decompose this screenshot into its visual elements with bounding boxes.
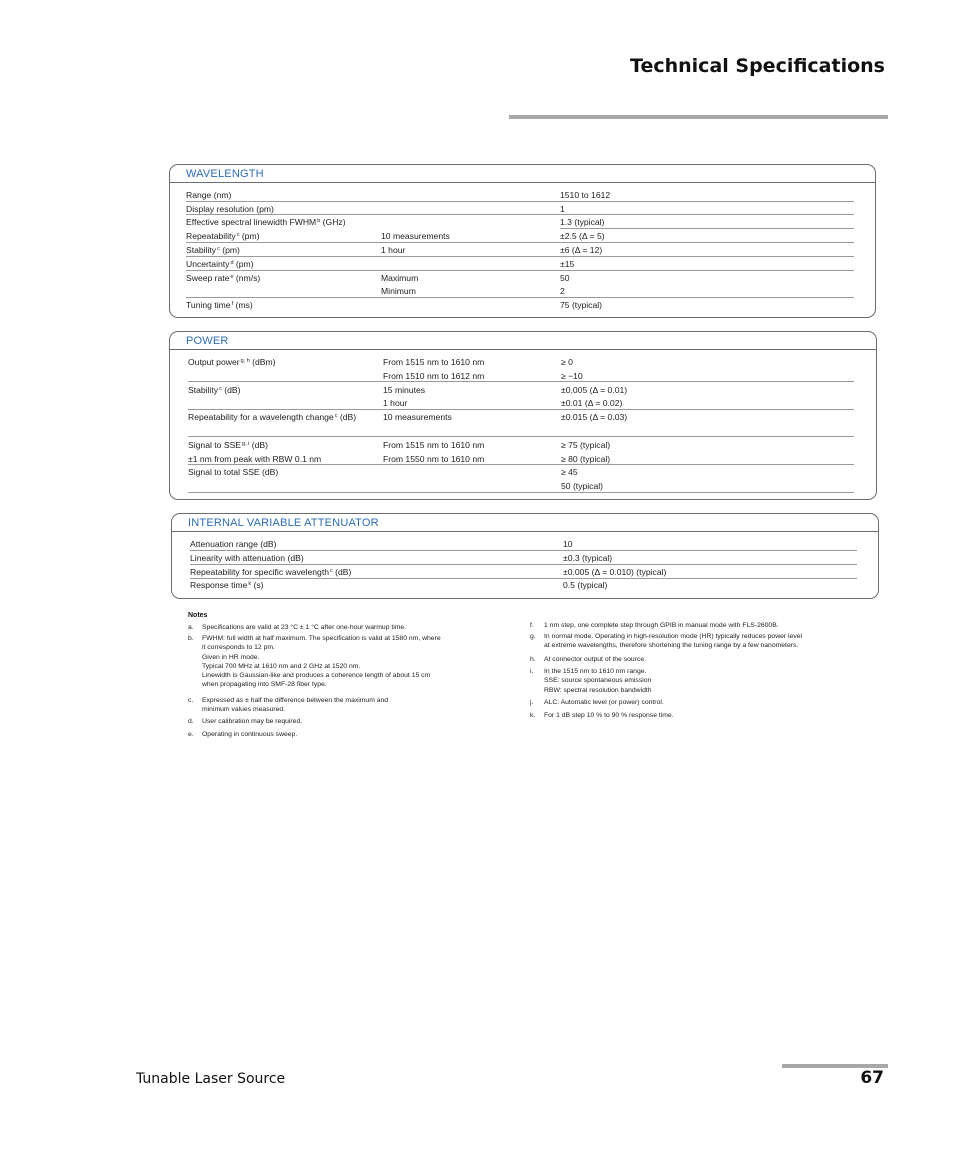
condition-label: 1 hour xyxy=(383,398,408,408)
condition-label: 10 measurements xyxy=(383,412,452,422)
value-label: ±2.5 (Δ = 5) xyxy=(560,231,605,241)
row-separator xyxy=(186,256,854,257)
param-label: Signal to total SSE (dB) xyxy=(188,467,279,477)
wavelength-row xyxy=(186,246,856,256)
value-label: ±0.01 (Δ = 0.02) xyxy=(561,398,623,408)
page-number: 67 xyxy=(860,1068,884,1088)
row-separator xyxy=(188,381,854,382)
footnote-ref: c xyxy=(236,232,240,238)
note-text: In the 1515 nm to 1610 nm range. SSE: source spontaneous emission RBW: spectral resolution bandwidth xyxy=(544,668,652,694)
note-label: b. xyxy=(188,635,194,642)
wavelength-row xyxy=(186,287,856,297)
param-label: Tuning time$^f$ (ms) xyxy=(186,300,253,310)
condition-label: 10 measurements xyxy=(381,231,450,241)
attenuator-row xyxy=(190,554,860,564)
power-row xyxy=(188,413,858,423)
footnote-ref: f xyxy=(231,301,234,307)
value-label: ≥ 45 xyxy=(561,467,578,477)
note-label: a. xyxy=(188,624,194,631)
condition-label: From 1515 nm to 1610 nm xyxy=(383,440,485,450)
condition-label: From 1550 nm to 1610 nm xyxy=(383,454,485,464)
note-label: g. xyxy=(530,633,536,640)
footnote-ref: k xyxy=(248,581,252,587)
footnote-ref: d xyxy=(230,260,234,266)
value-label: ±15 xyxy=(560,259,575,269)
value-label: ≥ 0 xyxy=(561,357,573,367)
wavelength-row xyxy=(186,274,856,284)
row-separator xyxy=(560,228,854,229)
condition-label: Maximum xyxy=(381,273,419,283)
table-header-rule xyxy=(170,182,875,183)
value-label: ±0.005 (Δ = 0.01) xyxy=(561,385,628,395)
value-label: ±0.3 (typical) xyxy=(563,553,613,563)
footnote-ref: b xyxy=(317,218,321,224)
value-label: 1.3 (typical) xyxy=(560,217,605,227)
footnote-ref: g, h xyxy=(240,358,250,364)
param-label: Repeatability for a wavelength change$^c$ (dB) xyxy=(188,412,357,422)
note-label: e. xyxy=(188,731,194,738)
wavelength-row xyxy=(186,191,856,201)
attenuator-row xyxy=(190,568,860,578)
page-title: Technical Specifications xyxy=(630,55,885,77)
note-label: k. xyxy=(530,712,536,719)
note-text: User calibration may be required. xyxy=(202,718,303,725)
note-label: c. xyxy=(188,697,194,704)
param-label: Repeatability$^c$ (pm) xyxy=(186,231,260,241)
note-label: i. xyxy=(530,668,534,675)
param-label: Attenuation range (dB) xyxy=(190,539,277,549)
condition-label: From 1515 nm to 1610 nm xyxy=(383,357,485,367)
param-label: Stability$^c$ (pm) xyxy=(186,245,240,255)
param-label: Stability$^c$ (dB) xyxy=(188,385,241,395)
value-label: ≥ 80 (typical) xyxy=(561,454,611,464)
power-row xyxy=(188,399,858,409)
condition-label: 1 hour xyxy=(381,245,406,255)
table-header-rule xyxy=(170,349,876,350)
note-text: For 1 dB step 10 % to 90 % response time. xyxy=(544,712,674,719)
footer-product-name: Tunable Laser Source xyxy=(136,1071,286,1087)
footnote-ref: g, i xyxy=(242,441,250,447)
wavelength-row xyxy=(186,260,856,270)
value-label: 50 (typical) xyxy=(561,481,604,491)
note-label: h. xyxy=(530,656,536,663)
condition-label: Minimum xyxy=(381,286,416,296)
row-separator xyxy=(186,214,854,215)
note-text: ALC: Automatic level (or power) control. xyxy=(544,699,664,706)
note-text: FWHM: full width at half maximum. The specification is valid at 1580 nm, where it corresponds to 12 pm. Given in HR mode. Typical 700 MHz at 1610 nm and 2 GHz at 1520 nm. Linewidth is Gaussian-like and produces a coherence length of about 15 cm when propagating into SMF-28 fiber type. xyxy=(202,635,441,689)
power-row xyxy=(188,386,858,396)
note-text: In normal mode. Operating in high-resolution mode (HR) typically reduces power level at extreme wavelengths, therefore shortening the tuning range by a few nanometers. xyxy=(544,633,803,650)
row-separator xyxy=(186,270,854,271)
value-label: 0.5 (typical) xyxy=(563,580,608,590)
power-row xyxy=(188,358,858,368)
value-label: 1510 to 1612 xyxy=(560,190,611,200)
footnote-ref: e xyxy=(230,274,234,280)
param-label: Uncertainty$^d$ (pm) xyxy=(186,259,254,269)
value-label: ±0.005 (Δ = 0.010) (typical) xyxy=(563,567,667,577)
footnote-ref: c xyxy=(217,246,220,252)
row-separator xyxy=(186,201,854,202)
param-label: ±1 nm from peak with RBW 0.1 nm xyxy=(188,454,322,464)
attenuator-row xyxy=(190,540,860,550)
wavelength-row xyxy=(186,232,856,242)
param-label: Range (nm) xyxy=(186,190,232,200)
note-text: At connector output of the source. xyxy=(544,656,647,663)
param-label: Sweep rate$^e$ (nm/s) xyxy=(186,273,261,283)
footnote-ref: c xyxy=(334,413,338,419)
value-label: 75 (typical) xyxy=(560,300,603,310)
param-label: Display resolution (pm) xyxy=(186,204,274,214)
title-rule xyxy=(509,115,888,119)
param-label: Linearity with attenuation (dB) xyxy=(190,553,304,563)
attenuator-row xyxy=(190,581,860,591)
note-text: Specifications are valid at 23 °C ± 1 °C after one-hour warmup time. xyxy=(202,624,407,631)
attenuator-table-title: INTERNAL VARIABLE ATTENUATOR xyxy=(188,517,379,529)
wavelength-row xyxy=(186,218,856,228)
param-label: Effective spectral linewidth FWHM$^b$ (GHz) xyxy=(186,217,346,227)
condition-label: From 1510 nm to 1612 nm xyxy=(383,371,485,381)
value-label: 10 xyxy=(563,539,573,549)
table-header-rule xyxy=(172,531,878,532)
condition-label: 15 minutes xyxy=(383,385,426,395)
wavelength-table-title: WAVELENGTH xyxy=(186,168,264,180)
note-text: Operating in continuous sweep. xyxy=(202,731,298,738)
power-row xyxy=(188,441,858,451)
note-label: d. xyxy=(188,718,194,725)
power-row xyxy=(188,482,858,492)
row-separator xyxy=(190,550,857,551)
wavelength-row xyxy=(186,301,856,311)
row-separator xyxy=(186,297,854,298)
value-label: 2 xyxy=(560,286,565,296)
value-label: 50 xyxy=(560,273,570,283)
param-label: Response time$^k$ (s) xyxy=(190,580,264,590)
row-separator xyxy=(188,492,854,493)
param-label: Output power$^{g, h}$ (dBm) xyxy=(188,357,276,367)
footnote-ref: c xyxy=(330,568,333,574)
value-label: ≥ 75 (typical) xyxy=(561,440,611,450)
notes-title: Notes xyxy=(188,612,208,619)
param-label: Signal to SSE$^{g, i}$ (dB) xyxy=(188,440,268,450)
row-separator xyxy=(188,409,854,410)
row-separator xyxy=(188,464,854,465)
row-separator xyxy=(190,578,857,579)
param-label: Repeatability for specific wavelength$^c$ (dB) xyxy=(190,567,352,577)
note-text: Expressed as ± half the difference between the maximum and minimum values measured. xyxy=(202,697,389,714)
footnote-ref: c xyxy=(219,386,222,392)
note-label: f. xyxy=(530,622,534,629)
row-separator xyxy=(186,242,854,243)
power-table-title: POWER xyxy=(186,335,229,347)
value-label: ≥ −10 xyxy=(561,371,583,381)
row-separator xyxy=(188,436,854,437)
row-separator xyxy=(190,564,857,565)
note-text: 1 nm step, one complete step through GPIB in manual mode with FLS-2600B. xyxy=(544,622,779,629)
value-label: ±6 (Δ = 12) xyxy=(560,245,603,255)
note-label: j. xyxy=(530,699,534,706)
value-label: ±0.015 (Δ = 0.03) xyxy=(561,412,628,422)
value-label: 1 xyxy=(560,204,565,214)
power-row xyxy=(188,468,858,478)
